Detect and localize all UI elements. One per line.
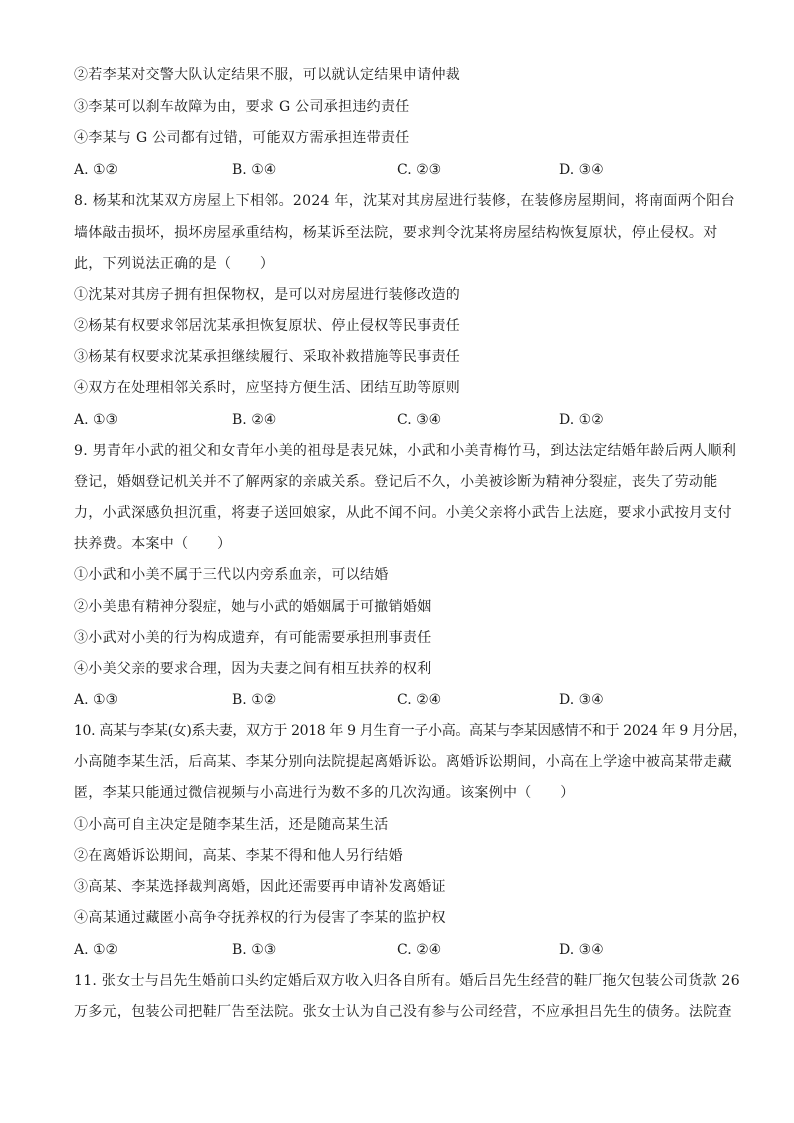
option-statement-3: ③杨某有权要求沈某承担继续履行、采取补救措施等民事责任 <box>74 349 461 365</box>
option-statement-1: ①小武和小美不属于三代以内旁系血亲，可以结婚 <box>74 567 389 583</box>
choice-b: B. ②④ <box>232 412 277 428</box>
option-statement-2: ②在离婚诉讼期间，高某、李某不得和他人另行结婚 <box>74 848 403 864</box>
choice-c: C. ③④ <box>397 412 442 428</box>
choice-d: D. ③④ <box>559 162 604 178</box>
question-9-stem: 力，小武深感负担沉重，将妻子送回娘家，从此不闻不问。小美父亲将小武告上法庭，要求小武按月支付 <box>74 505 732 521</box>
choice-c: C. ②④ <box>397 692 442 708</box>
option-statement-3: ③李某可以刹车故障为由，要求 G 公司承担违约责任 <box>74 99 410 115</box>
question-8-stem: 此，下列说法正确的是（ ） <box>74 256 275 272</box>
option-statement-4: ④高某通过藏匿小高争夺抚养权的行为侵害了李某的监护权 <box>74 910 446 926</box>
option-statement-2: ②杨某有权要求邻居沈某承担恢复原状、停止侵权等民事责任 <box>74 318 461 334</box>
question-11-stem: 11. 张女士与吕先生婚前口头约定婚后双方收入归各自所有。婚后吕先生经营的鞋厂拖欠包装公司货款 26 <box>74 973 740 989</box>
question-11-stem: 万多元，包装公司把鞋厂告至法院。张女士认为自己没有参与公司经营，不应承担吕先生的债务。法院查 <box>74 1004 732 1020</box>
question-10-stem: 小高随李某生活，后高某、李某分别向法院提起离婚诉讼。离婚诉讼期间，小高在上学途中被高某带走藏 <box>74 754 732 770</box>
question-9-stem: 9. 男青年小武的祖父和女青年小美的祖母是表兄妹，小武和小美青梅竹马，到达法定结婚年龄后两人顺利 <box>74 443 737 459</box>
choice-a: A. ①③ <box>74 412 119 428</box>
option-statement-4: ④小美父亲的要求合理，因为夫妻之间有相互扶养的权利 <box>74 661 432 677</box>
choice-b: B. ①② <box>232 692 277 708</box>
choice-a: A. ①② <box>74 162 119 178</box>
option-statement-3: ③高某、李某选择裁判离婚，因此还需要再申请补发离婚证 <box>74 879 446 895</box>
question-10-stem: 匿，李某只能通过微信视频与小高进行为数不多的几次沟通。该案例中（ ） <box>74 785 575 801</box>
choice-a: A. ①③ <box>74 692 119 708</box>
question-9-stem: 扶养费。本案中（ ） <box>74 536 232 552</box>
option-statement-4: ④双方在处理相邻关系时，应坚持方便生活、团结互助等原则 <box>74 380 461 396</box>
option-statement-2: ②小美患有精神分裂症，她与小武的婚姻属于可撤销婚姻 <box>74 599 432 615</box>
option-statement-2: ②若李某对交警大队认定结果不服，可以就认定结果申请仲裁 <box>74 67 461 83</box>
choice-c: C. ②③ <box>397 162 442 178</box>
choice-b: B. ①④ <box>232 162 277 178</box>
answer-choices-q9 <box>74 690 734 710</box>
question-9-stem: 登记，婚姻登记机关并不了解两家的亲戚关系。登记后不久，小美被诊断为精神分裂症，丧失了劳动能 <box>74 474 718 490</box>
choice-c: C. ②④ <box>397 942 442 958</box>
choice-d: D. ③④ <box>559 692 604 708</box>
choice-d: D. ①② <box>559 412 604 428</box>
option-statement-3: ③小武对小美的行为构成遗弃，有可能需要承担刑事责任 <box>74 630 432 646</box>
option-statement-1: ①小高可自主决定是随李某生活，还是随高某生活 <box>74 817 389 833</box>
question-8-stem: 墙体敲击损坏，损坏房屋承重结构，杨某诉至法院，要求判令沈某将房屋结构恢复原状，停止侵权。对 <box>74 225 718 241</box>
option-statement-1: ①沈某对其房子拥有担保物权，是可以对房屋进行装修改造的 <box>74 287 461 303</box>
answer-choices-q10 <box>74 940 734 960</box>
question-8-stem: 8. 杨某和沈某双方房屋上下相邻。2024 年，沈某对其房屋进行装修，在装修房屋期间，将南面两个阳台 <box>74 193 735 209</box>
answer-choices-q7 <box>74 160 734 180</box>
choice-b: B. ①③ <box>232 942 277 958</box>
choice-d: D. ③④ <box>559 942 604 958</box>
question-10-stem: 10. 高某与李某(女)系夫妻，双方于 2018 年 9 月生育一子小高。高某与李某因感情不和于 2024 年 9 月分居， <box>74 723 747 739</box>
option-statement-4: ④李某与 G 公司都有过错，可能双方需承担连带责任 <box>74 130 410 146</box>
answer-choices-q8 <box>74 410 734 430</box>
choice-a: A. ①② <box>74 942 119 958</box>
